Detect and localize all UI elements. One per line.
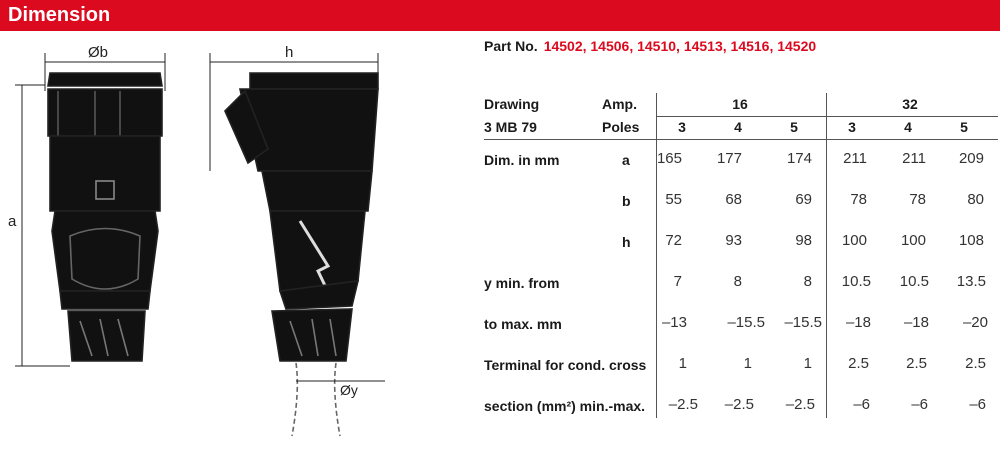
cell: 177	[716, 150, 742, 167]
cell: –15.5	[784, 314, 822, 331]
poles-col: 3	[848, 119, 856, 135]
table-divider	[656, 93, 657, 418]
cell: –2.5	[785, 396, 815, 413]
part-number-line	[484, 38, 816, 54]
row-label: Dim. in mm	[484, 152, 560, 168]
cell: 55	[665, 191, 682, 208]
amp-32: 32	[902, 96, 918, 112]
amp-16: 16	[732, 96, 748, 112]
cell: –15.5	[727, 314, 765, 331]
table-rule	[656, 116, 998, 117]
poles-col: 4	[904, 119, 912, 135]
cell: 72	[665, 232, 682, 249]
row-sub: b	[622, 193, 631, 209]
cell: 1	[678, 355, 687, 372]
cell: 100	[900, 232, 926, 249]
cell: 13.5	[956, 273, 986, 290]
table-divider	[826, 93, 827, 418]
cell: –18	[845, 314, 871, 331]
cell: 2.5	[906, 355, 927, 372]
part-number-label: Part No.	[484, 38, 538, 54]
cell: –6	[911, 396, 928, 413]
cell: 7	[673, 273, 682, 290]
cell: 100	[841, 232, 867, 249]
row-sub: a	[622, 152, 630, 168]
cell: 2.5	[965, 355, 986, 372]
drawing-label: Drawing	[484, 96, 540, 112]
cell: 10.5	[841, 273, 871, 290]
row-label: Terminal for cond. cross	[484, 357, 647, 373]
poles-col: 5	[790, 119, 798, 135]
h-label: h	[285, 44, 294, 61]
amp-label: Amp.	[602, 96, 637, 112]
cell: –2.5	[668, 396, 698, 413]
cell: –6	[969, 396, 986, 413]
cell: 78	[909, 191, 926, 208]
cell: 98	[795, 232, 812, 249]
poles-col: 3	[678, 119, 686, 135]
cell: 2.5	[848, 355, 869, 372]
cell: 165	[656, 150, 682, 167]
cell: 1	[803, 355, 812, 372]
table-rule	[484, 139, 998, 140]
cell: 211	[843, 150, 867, 167]
phi-y-label: Øy	[340, 382, 358, 398]
poles-label: Poles	[602, 119, 640, 135]
connector-drawing	[0, 31, 470, 450]
phi-b-label: Øb	[88, 44, 109, 61]
cell: 108	[958, 232, 984, 249]
row-label: section (mm²) min.-max.	[484, 398, 646, 414]
cell: 80	[967, 191, 984, 208]
row-sub: h	[622, 234, 631, 250]
cell: –20	[962, 314, 988, 331]
part-numbers: 14502, 14506, 14510, 14513, 14516, 14520	[543, 38, 817, 54]
poles-col: 4	[734, 119, 742, 135]
poles-col: 5	[960, 119, 968, 135]
cell: –2.5	[724, 396, 754, 413]
cell: 10.5	[899, 273, 929, 290]
cell: –6	[853, 396, 870, 413]
a-label: a	[8, 213, 17, 230]
cell: 209	[958, 150, 984, 167]
cell: 68	[725, 191, 742, 208]
cell: 211	[902, 150, 926, 167]
cell: 1	[743, 355, 752, 372]
cell: 8	[733, 273, 742, 290]
row-label: y min. from	[484, 275, 560, 291]
section-header	[0, 0, 1000, 31]
cell: 174	[786, 150, 812, 167]
cell: 8	[803, 273, 812, 290]
cell: 78	[850, 191, 867, 208]
cell: 69	[795, 191, 812, 208]
model-label: 3 MB 79	[484, 119, 537, 135]
row-label: to max. mm	[484, 316, 562, 332]
cell: –18	[903, 314, 929, 331]
cell: 93	[725, 232, 742, 249]
section-title: Dimension	[8, 4, 111, 26]
cell: –13	[661, 314, 687, 331]
